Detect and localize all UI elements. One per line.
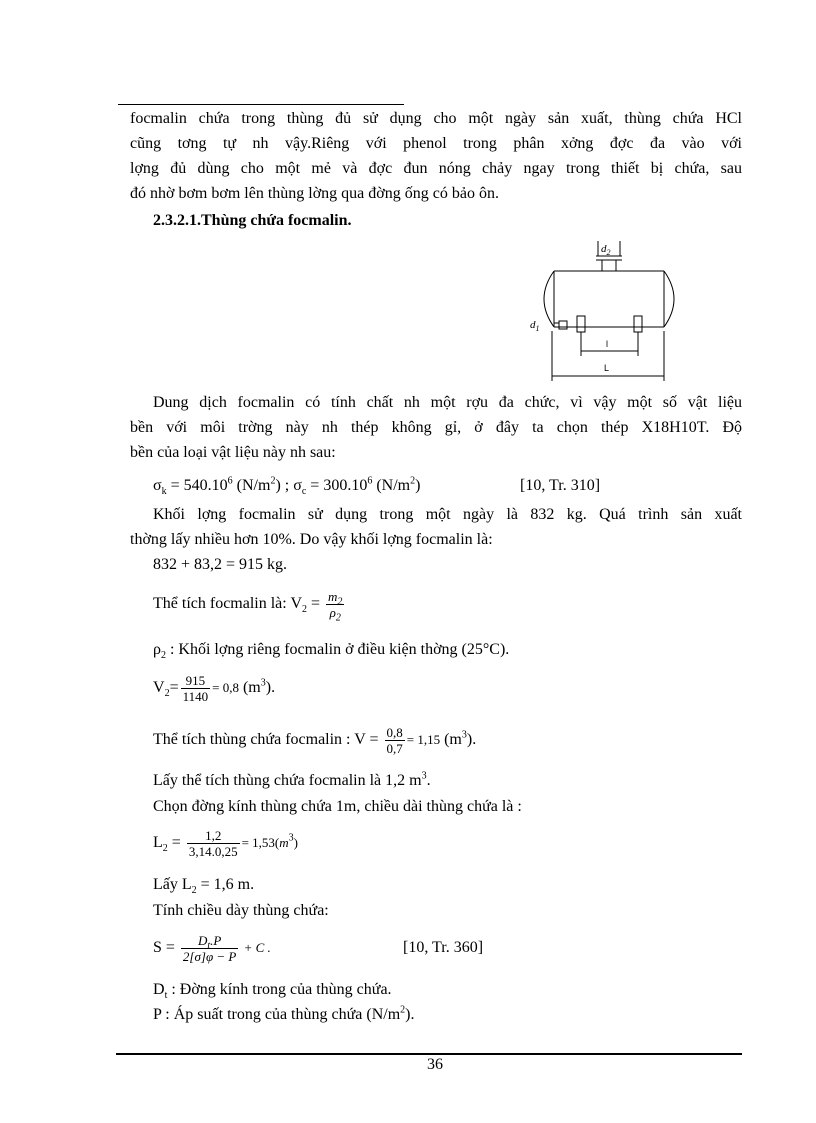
s-formula-reference: [10, Tr. 360] [403,939,484,956]
s-formula: S = $\frac{D_t.P}{2[\sigma]\varphi - P}$ + C . [153,932,271,964]
v2-calculation: $V_2=$ $\frac{915}{1140}$ = 0,8 $(m^3)$. [153,672,276,704]
l2-calculation: $L_2$ = $\frac{1,2}{3,14.0,25}$ = $1,53(m^3)$ [153,827,298,859]
d1-nozzle [559,321,567,329]
footer-rule [116,1053,742,1055]
diameter-line: Chọn đờng kính thùng chứa 1m, chiều dài thùng chứa là : [153,798,522,815]
tank-left-head [544,271,554,327]
tank-volume-calculation: Thể tích thùng chứa focmalin : V = $\frac{0,8}{0,7}$ = 1,15 $(m^3)$. [153,724,477,756]
support-left [577,316,585,332]
para2-line-2: thờng lấy nhiều hơn 10%. Do vậy khối lợng focmalin là: [130,531,493,548]
take-l2-line: Lấy $L_2 = 1,6$ m. [153,876,255,897]
L-label: L [604,363,610,373]
d2-label: $d_2$ [601,243,611,257]
p-definition: P : Áp suất trong của thùng chứa $(N/m^2)$. [153,1004,415,1023]
tank-right-head [664,271,674,327]
rho-definition: $\rho_2$ : Khối lợng riêng focmalin ở điều kiện thờng (25°C). [153,641,510,662]
section-heading: 2.3.2.1.Thùng chứa focmalin. [153,212,352,229]
para2-line-1: Khối lợng focmalin sử dụng trong một ngày là 832 kg. Quá trình sản xuất [153,506,742,523]
l-label: l [606,339,608,349]
d1-label: $d_1$ [530,319,540,333]
take-volume-line: Lấy thể tích thùng chứa focmalin là 1,2 $m^3$. [153,770,431,789]
mass-calculation: 832 + 83,2 = 915 kg. [153,556,288,573]
intro-line-1: focmalin chứa trong thùng đủ sử dụng cho một ngày sản xuất, thùng chứa HCl [130,110,742,127]
support-right [634,316,642,332]
intro-line-3: lợng đủ dùng cho một mẻ và đợc đun nóng chảy ngay trong thiết bị chứa, sau [130,160,742,177]
header-rule [118,104,404,105]
sigma-reference: [10, Tr. 310] [520,477,601,494]
sigma-line: $\sigma_k = 540.10^6$ $(N/m^2)$ ; $\sigma_c = 300.10^6$ $(N/m^2)$ [153,475,421,498]
thickness-line: Tính chiều dày thùng chứa: [153,902,329,919]
dt-definition: $D_t$ : Đờng kính trong của thùng chứa. [153,981,392,1002]
para1-line-2: bền với môi trờng này nh thép không gỉ, ở đây ta chọn thép X18H10T. Độ [130,419,742,436]
volume-formula: Thể tích focmalin là: $V_2$ = $\frac{m_2}{\rho_2}$ [153,588,343,624]
page-number: 36 [427,1056,443,1073]
intro-line-2: cũng tơng tự nh vậy.Riêng với phenol trong phân xởng đợc đa vào với [130,135,742,152]
para1-line-3: bền của loại vật liệu này nh sau: [130,444,336,461]
para1-line-1: Dung dịch focmalin có tính chất nh một rợu đa chức, vì vậy một số vật liệu [153,394,742,411]
tank-diagram [528,236,688,386]
intro-line-4: đó nhờ bơm bơm lên thùng lờng qua đờng ống có bảo ôn. [130,185,499,202]
